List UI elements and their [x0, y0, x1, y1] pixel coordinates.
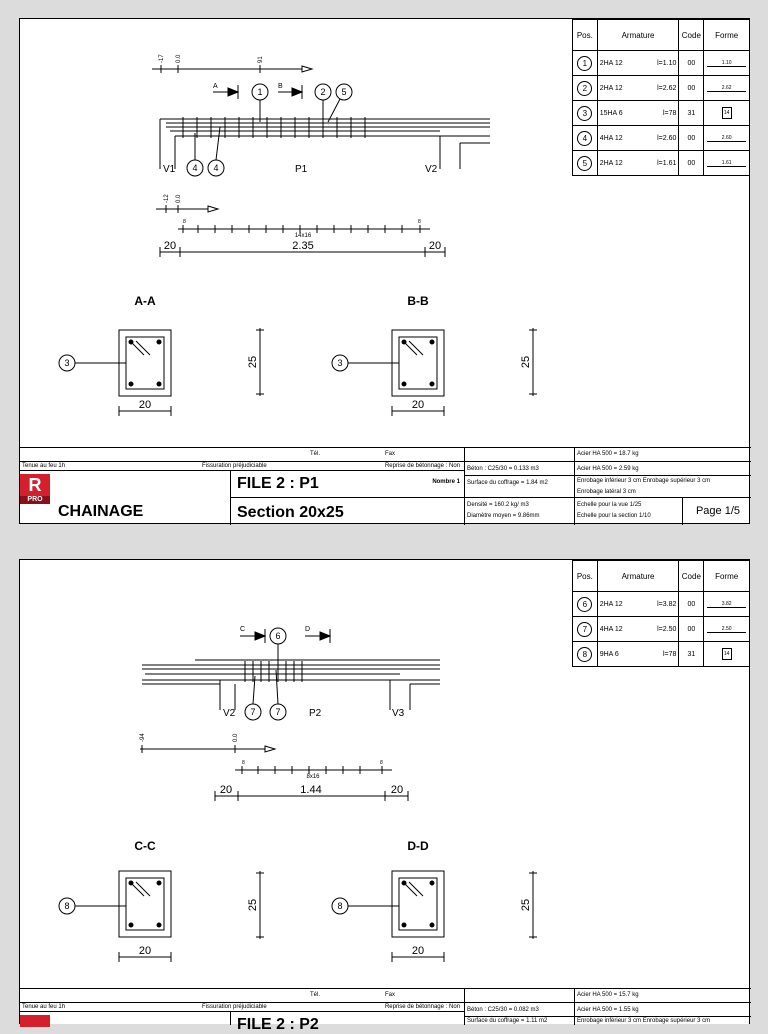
- stirrup-spacing-label: 8x16: [306, 774, 320, 780]
- element-title: CHAINAGE: [58, 503, 144, 520]
- stirrup-spacing-label: 14x16: [294, 233, 312, 239]
- section-title-block: Section 20x25: [237, 504, 344, 521]
- col-header-armature: Armature: [597, 20, 679, 51]
- section-width-label: 20: [411, 399, 425, 411]
- section-outline: [119, 330, 171, 396]
- rebar-desc: 2HA 12: [599, 84, 623, 92]
- rebar-desc: 2HA 12: [599, 600, 623, 608]
- section-width-label: 20: [411, 945, 425, 957]
- rebar-shape: 2.50: [707, 626, 746, 633]
- fax-label: Fax: [385, 992, 396, 998]
- section-scale: Echelle pour la section 1/10: [577, 513, 651, 519]
- level-label: 0.0: [176, 54, 182, 63]
- cut-label: C: [240, 626, 246, 633]
- rebar-desc: 9HA 6: [599, 650, 619, 658]
- elevation-drawing: [20, 19, 751, 449]
- cover-side: Enrobage latéral 3 cm: [577, 489, 636, 495]
- tel-label: Tél.: [310, 992, 321, 998]
- tel-label: Tél.: [310, 451, 321, 457]
- callout-label: 8: [64, 901, 70, 911]
- section-stirrup: [126, 337, 164, 389]
- fax-label: Fax: [385, 451, 396, 457]
- col-header-pos: Pos.: [573, 561, 598, 592]
- steel-weight-1: Acier HA 500 = 18.7 kg: [574, 447, 751, 461]
- support-label: V2: [425, 164, 438, 175]
- view-scale: Echelle pour la vue 1/25: [577, 502, 642, 508]
- rebar-code: 00: [679, 592, 704, 617]
- level-label: -12: [164, 194, 170, 203]
- revit-pro-logo: [20, 1015, 50, 1027]
- quantity-label: Nombre 1: [432, 479, 460, 485]
- dimension-label: 1.44: [300, 784, 322, 796]
- rebar-shape: 1.61: [707, 160, 746, 167]
- section-stirrup: [126, 878, 164, 930]
- stirrups: [245, 661, 302, 682]
- col-header-pos: Pos.: [573, 20, 598, 51]
- rebar-length: l=3.82: [657, 600, 677, 608]
- rebar-code: 31: [679, 101, 704, 126]
- cracking-class: Fissuration préjudiciable: [202, 463, 267, 469]
- cut-label: B: [278, 83, 283, 90]
- position-number: 1: [577, 56, 592, 71]
- rebar-length: l=1.61: [657, 159, 677, 167]
- page-number: Page 1/5: [682, 497, 751, 525]
- fire-resistance: Tenue au feu 1h: [22, 463, 66, 469]
- rebar-shape: 2.60: [707, 135, 746, 142]
- col-header-armature: Armature: [597, 561, 679, 592]
- cover-top-bottom: Enrobage inférieur 3 cm Enrobage supérieur 3 cm: [574, 1016, 751, 1025]
- stirrup-edge-label: 8: [380, 760, 383, 766]
- col-header-code: Code: [679, 561, 704, 592]
- beam-label: P2: [309, 708, 322, 719]
- section-title: C-C: [134, 839, 156, 853]
- support-label: V3: [392, 708, 405, 719]
- rebar-length: l=2.50: [657, 625, 677, 633]
- level-label: 0.0: [233, 733, 239, 742]
- position-number: 8: [577, 647, 592, 662]
- section-height-label: 25: [247, 355, 259, 369]
- callout-label: 6: [275, 631, 281, 641]
- dimension-label: 20: [219, 784, 233, 796]
- level-label: -17: [159, 54, 165, 63]
- beam-label: P1: [295, 164, 308, 175]
- stirrup-edge-label: 8: [418, 219, 421, 225]
- callout-label: 3: [337, 358, 343, 368]
- section-stirrup: [399, 878, 437, 930]
- section-stirrup: [399, 337, 437, 389]
- concrete-volume: Béton : C25/30 = 0.082 m3: [464, 1002, 574, 1016]
- steel-weight-1: Acier HA 500 = 15.7 kg: [574, 988, 751, 1002]
- section-width-label: 20: [138, 945, 152, 957]
- cut-label: A: [213, 83, 218, 90]
- rebar-desc: 2HA 12: [599, 59, 623, 67]
- rebar-shape: 1.10: [707, 60, 746, 67]
- position-number: 6: [577, 597, 592, 612]
- title-block: [20, 988, 751, 1033]
- steel-weight-2: Acier HA 500 = 2.59 kg: [574, 461, 751, 475]
- steel-weight-2: Acier HA 500 = 1.55 kg: [574, 1002, 751, 1016]
- position-number: 4: [577, 131, 592, 146]
- rebar-code: 00: [679, 617, 704, 642]
- dimension-label: 20: [163, 240, 177, 252]
- dimension-label: 20: [390, 784, 404, 796]
- support-label: V2: [223, 708, 236, 719]
- level-arrow: [302, 66, 312, 72]
- level-label: 91: [258, 56, 264, 63]
- level-label: -94: [140, 733, 146, 742]
- callout-label: 1: [257, 87, 263, 97]
- rebar-code: 31: [679, 642, 704, 667]
- position-number: 5: [577, 156, 592, 171]
- rebar-code: 00: [679, 126, 704, 151]
- position-number: 7: [577, 622, 592, 637]
- callout-label: 5: [341, 87, 347, 97]
- rebar-shape: 2.62: [707, 85, 746, 92]
- callout-label: 8: [337, 901, 343, 911]
- section-outline: [392, 871, 444, 937]
- position-number: 2: [577, 81, 592, 96]
- stirrup-edge-label: 8: [183, 219, 186, 225]
- elevation-drawing: [20, 560, 751, 990]
- rebar-desc: 2HA 12: [599, 159, 623, 167]
- support-label: V1: [163, 164, 176, 175]
- callout-label: 7: [250, 707, 256, 717]
- col-header-code: Code: [679, 20, 704, 51]
- rebar-length: l=2.62: [657, 84, 677, 92]
- rebar-length: l=78: [662, 650, 677, 658]
- section-outline: [119, 871, 171, 937]
- callout-label: 7: [275, 707, 281, 717]
- position-number: 3: [577, 106, 592, 121]
- callout-label: 2: [320, 87, 326, 97]
- drawing-sheet-2: [19, 559, 750, 1033]
- section-title: A-A: [134, 294, 156, 308]
- rebar-desc: 4HA 12: [599, 134, 623, 142]
- rebar-length: l=2.60: [657, 134, 677, 142]
- stirrup-edge-label: 8: [242, 760, 245, 766]
- drawing-sheet-1: [19, 18, 750, 524]
- level-label: 0.0: [176, 194, 182, 203]
- rebar-length: l=78: [662, 109, 677, 117]
- cut-label: D: [305, 626, 311, 633]
- formwork-surface: Surface du coffrage = 1.84 m2: [464, 475, 574, 497]
- section-width-label: 20: [138, 399, 152, 411]
- section-height-label: 25: [520, 355, 532, 369]
- cover-top-bottom: Enrobage inférieur 3 cm Enrobage supérieur 3 cm: [577, 478, 711, 484]
- revit-pro-logo: R PRO: [20, 474, 50, 504]
- mean-diameter: Diamètre moyen = 9.86mm: [467, 513, 540, 519]
- col-header-forme: Forme: [704, 561, 750, 592]
- dimension-label: 20: [428, 240, 442, 252]
- callout-label: 4: [192, 163, 198, 173]
- title-block: [20, 447, 751, 525]
- concrete-volume: Béton : C25/30 = 0.133 m3: [464, 461, 574, 475]
- rebar-code: 00: [679, 51, 704, 76]
- file-title: FILE 2 : P1: [237, 475, 319, 492]
- rebar-code: 00: [679, 151, 704, 176]
- rebar-code: 00: [679, 76, 704, 101]
- col-header-forme: Forme: [704, 20, 750, 51]
- stirrup-shape: 14: [722, 107, 732, 119]
- section-title: D-D: [407, 839, 429, 853]
- callout-label: 3: [64, 358, 70, 368]
- concreting-resumption: Reprise de bétonnage : Non: [384, 463, 460, 469]
- formwork-surface: Surface du coffrage = 1.11 m2: [464, 1016, 574, 1025]
- rebar-desc: 4HA 12: [599, 625, 623, 633]
- rebar-desc: 15HA 6: [599, 109, 623, 117]
- section-height-label: 25: [520, 898, 532, 912]
- dimension-label: 2.35: [292, 240, 314, 252]
- callout-label: 4: [213, 163, 219, 173]
- stirrup-shape: 14: [722, 648, 732, 660]
- section-title: B-B: [407, 294, 429, 308]
- density: Densité = 160.2 kg/ m3: [467, 502, 529, 508]
- section-height-label: 25: [247, 898, 259, 912]
- cracking-class: Fissuration préjudiciable: [202, 1004, 267, 1010]
- section-outline: [392, 330, 444, 396]
- rebar-length: l=1.10: [657, 59, 677, 67]
- rebar-shape: 3.82: [707, 601, 746, 608]
- file-title: FILE 2 : P2: [237, 1016, 319, 1033]
- concreting-resumption: Reprise de bétonnage : Non: [384, 1004, 460, 1010]
- fire-resistance: Tenue au feu 1h: [22, 1004, 66, 1010]
